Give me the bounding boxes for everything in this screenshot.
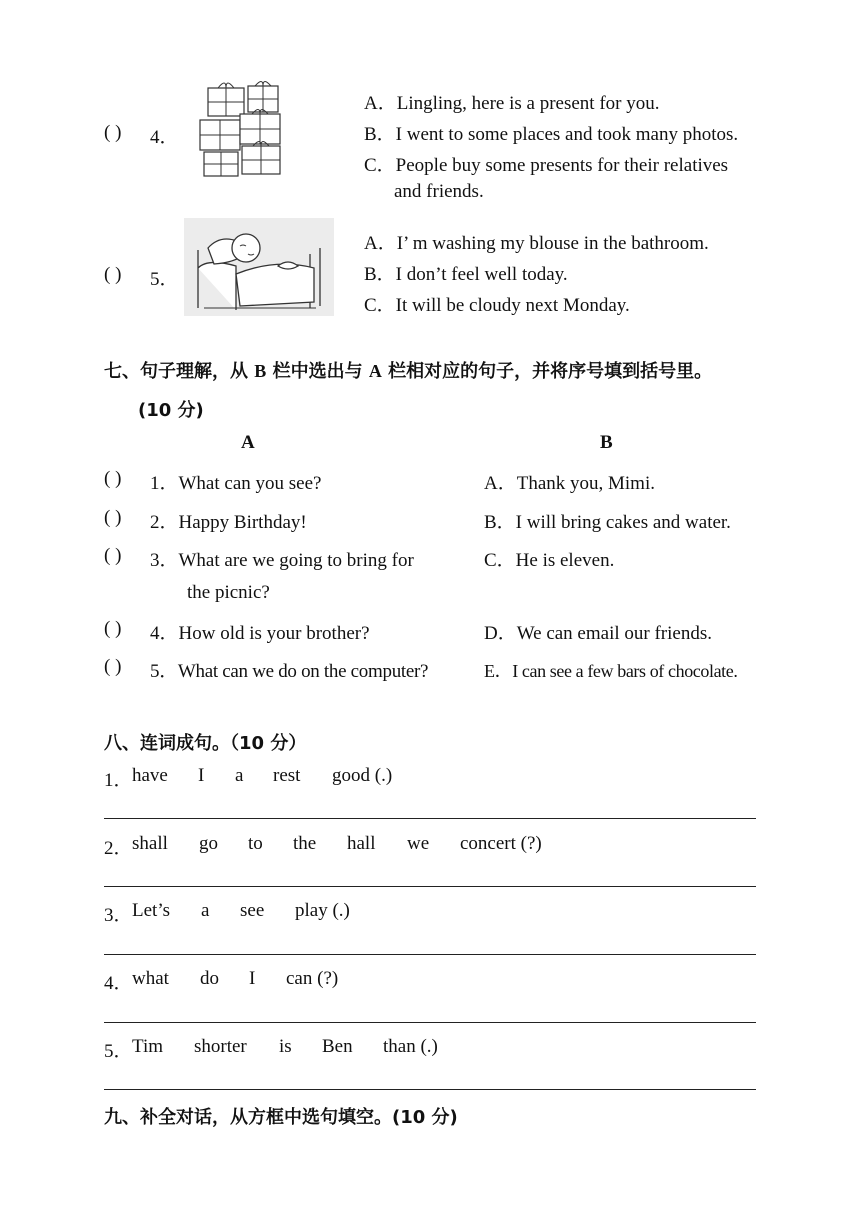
section-9-score: (10 分) [392, 1107, 458, 1128]
column-a-sentence: 1．What can you see? [150, 473, 322, 494]
sick-in-bed-picture [184, 218, 334, 316]
section-7-title [104, 357, 712, 383]
section-8-title: 八、连词成句。（10 分） [104, 733, 307, 754]
item-number: 3． [104, 905, 133, 926]
scrambled-word: hall [347, 833, 376, 854]
scrambled-word: do [200, 968, 219, 989]
item-number: 5． [104, 1041, 133, 1062]
scrambled-word: can (?) [286, 968, 339, 989]
option-text: C．It will be cloudy next Monday. [364, 295, 630, 316]
scrambled-word: what [132, 968, 169, 989]
column-b-sentence: B．I will bring cakes and water. [484, 512, 731, 533]
scrambled-word: than (.) [383, 1036, 438, 1057]
item-number: 4． [104, 973, 133, 994]
scrambled-word: the [293, 833, 317, 854]
answer-paren[interactable]: ( ) [104, 656, 122, 677]
column-b-header: B [600, 432, 613, 453]
option-text: B．I don’t feel well today. [364, 264, 568, 285]
answer-line[interactable] [104, 818, 756, 819]
scrambled-word: we [407, 833, 430, 854]
answer-line[interactable] [104, 1022, 756, 1023]
option-text: and friends. [394, 181, 484, 202]
scrambled-word: is [279, 1036, 292, 1057]
question-number: 5． [150, 269, 179, 290]
question-number: 4． [150, 127, 179, 148]
option-text: C．People buy some presents for their relatives [364, 155, 729, 176]
option-text: A．Lingling, here is a present for you. [364, 93, 660, 114]
title-part: A [368, 361, 382, 381]
scrambled-word: go [199, 833, 218, 854]
title-part: 栏中选出与 [266, 361, 369, 382]
scrambled-word: good (.) [332, 765, 393, 786]
scrambled-word: a [235, 765, 244, 786]
option-text: A．I’ m washing my blouse in the bathroom. [364, 233, 709, 254]
scrambled-word: have [132, 765, 168, 786]
item-number: 2． [104, 838, 133, 859]
section-7-score: (10 分) [138, 400, 204, 421]
scrambled-word: shall [132, 833, 168, 854]
column-a-sentence: 4．How old is your brother? [150, 623, 370, 644]
column-a-sentence: 5．What can we do on the computer? [150, 661, 429, 682]
scrambled-word: play (.) [295, 900, 350, 921]
title-part: 七、句子理解，从 [104, 361, 255, 382]
option-text: B．I went to some places and took many photos. [364, 124, 739, 145]
answer-line[interactable] [104, 886, 756, 887]
column-b-sentence: C．He is eleven. [484, 550, 615, 571]
scrambled-word: I [198, 765, 205, 786]
section-9-title [104, 1103, 458, 1129]
answer-line[interactable] [104, 1089, 756, 1090]
answer-paren[interactable]: ( ) [104, 618, 122, 639]
column-a-sentence: 3．What are we going to bring for [150, 550, 414, 571]
scrambled-word: a [201, 900, 210, 921]
item-number: 1． [104, 770, 133, 791]
answer-paren[interactable]: ( ) [104, 264, 122, 285]
scrambled-word: rest [273, 765, 301, 786]
scrambled-word: Tim [132, 1036, 163, 1057]
title-text: 九、补全对话，从方框中选句填空。 [104, 1107, 392, 1128]
column-a-sentence: 2．Happy Birthday! [150, 512, 307, 533]
scrambled-word: concert (?) [460, 833, 542, 854]
scrambled-word: to [248, 833, 263, 854]
title-part: 栏相对应的句子，并将序号填到括号里。 [381, 361, 713, 382]
answer-paren[interactable]: ( ) [104, 468, 122, 489]
column-b-sentence: D．We can email our friends. [484, 623, 712, 644]
scrambled-word: Let’s [132, 900, 170, 921]
gift-boxes-picture [196, 78, 288, 180]
column-b-sentence: E．I can see a few bars of chocolate. [484, 661, 738, 681]
answer-paren[interactable]: ( ) [104, 122, 122, 143]
scrambled-word: shorter [194, 1036, 247, 1057]
scrambled-word: I [249, 968, 256, 989]
column-a-header: A [241, 432, 255, 453]
column-b-sentence: A．Thank you, Mimi. [484, 473, 655, 494]
scrambled-word: see [240, 900, 265, 921]
answer-line[interactable] [104, 954, 756, 955]
column-a-sentence-continued: the picnic? [187, 582, 270, 603]
scrambled-word: Ben [322, 1036, 353, 1057]
answer-paren[interactable]: ( ) [104, 545, 122, 566]
title-part: B [254, 361, 267, 381]
answer-paren[interactable]: ( ) [104, 507, 122, 528]
